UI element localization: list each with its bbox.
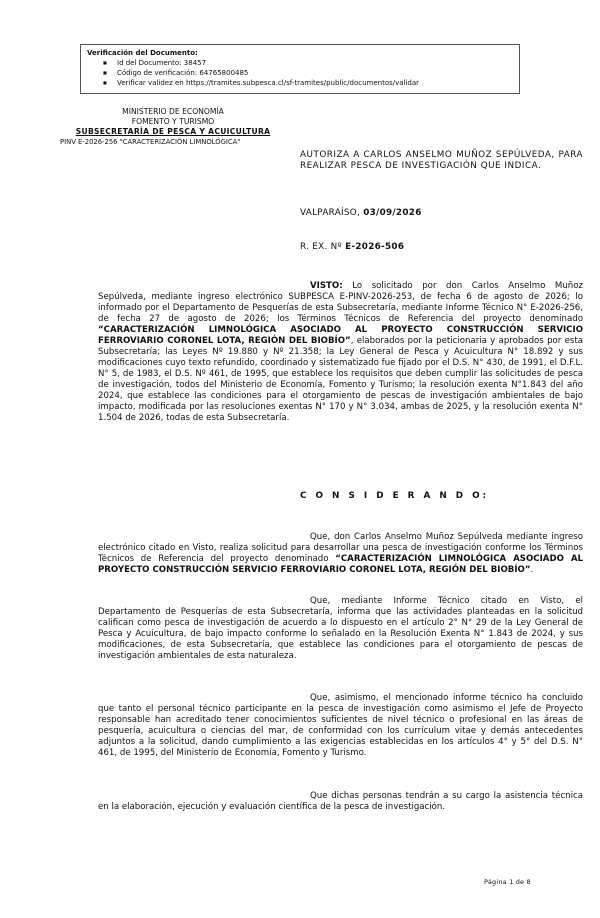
pinv-reference: PINV E-2026-256 "CARACTERIZACIÓN LIMNOLÓGICA" [60,138,241,146]
visto-text: Lo solicitado por don Carlos Anselmo Muñoz Sepúlveda, mediante ingreso electrónico SUBPESCA E-PINV-2026-253, de fecha 6 de agosto de 2026; lo informado por el Departamento de Pesquerías de esta Subsecretaría, mediante Informe Técnico N° E-2026-256, de fecha 27 de agosto de 2026; los Términos Técnicos de Referencia del proyecto denominado [98,281,583,324]
p4-text: Que dichas personas tendrán a su cargo la asistencia técnica en la elaboración, ejecución y evaluación científica de la pesca de investigación. [98,791,583,812]
p3-text: Que, asimismo, el mencionado informe técnico ha concluido que tanto el personal técnico participante en la pesca de investigación como asimismo el Jefe de Proyecto responsable han acreditado tener conocimientos suficientes de nivel técnico o profesional en las áreas de pesquería, acuicultura o ciencias del mar, de conformidad con los currículum vitae y demás antecedentes adjuntos a la solicitud, dando cumplimiento a las exigencias establecidas en los artículos 4° y 5° del D.S. N° 461, de 1995, del Ministerio de Economía, Fomento y Turismo. [98,693,583,758]
ministry-header [58,107,288,137]
considerando-heading: C O N S I D E R A N D O: [300,491,490,501]
p1-end: . [530,565,534,575]
p1-text: Que, don Carlos Anselmo Muñoz Sepúlveda mediante ingreso electrónico citado en Visto, realiza solicitud para desarrollar una pesca de investigación conforme los Términos Técnicos de Referencia del proyecto denominado [98,532,583,564]
considerando-paragraph-3 [98,693,583,759]
visto-project: “CARACTERIZACIÓN LIMNOLÓGICA ASOCIADO AL PROYECTO CONSTRUCCIÓN SERVICIO FERROVIARIO CORONEL LOTA, REGIÓN DEL BIOBÍO” [98,325,583,346]
visto-text-end: , elaborados por la peticionaria y aprobados por esta Subsecretaría; las Leyes Nº 19.880 y Nº 21.358; la Ley General de Pesca y Acuicultura N° 18.892 y sus modificaciones cuyo texto refundido, coordinado y sistematizado fue fijado por el D.S. N° 430, de 1991, el D.F.L. N° 5, de 1983, el D.S. Nº 461, de 1995, que establece los requisitos que deben cumplir las solicitudes de pesca de investigación, todos del Ministerio de Economía, Fomento y Turismo; la resolución exenta N°1.843 del año 2024, que establece las condiciones para el otorgamiento de pescas de investigación ambientales de bajo impacto, modificada por las resoluciones exentas N° 170 y N° 3.034, ambas de 2025, y la resolución exenta N° 1.504 de 2026, todas de esta Subsecretaría. [98,336,584,423]
place-date [300,208,422,218]
verification-title: Verificación del Documento: [87,49,198,57]
ministry-name-2: FOMENTO Y TURISMO [131,117,215,126]
verification-list [87,58,513,88]
city: VALPARAÍSO, [300,208,361,218]
subsecretaria-name: SUBSECRETARÍA DE PESCA Y ACUICULTURA [75,127,271,136]
considerando-paragraph-4 [98,791,583,813]
considerando-paragraph-1 [98,532,583,576]
verification-code: ■ Código de verificación: 64765800485 [107,68,513,78]
resolution-number [300,242,404,252]
resolution-prefix: R. EX. Nº [300,242,342,252]
visto-label: VISTO: [310,281,343,291]
considerando-paragraph-2 [98,596,583,662]
verification-box [80,44,520,94]
p2-text: Que, mediante Informe Técnico citado en Visto, el Departamento de Pesquerías de esta Subsecretaría, informa que las actividades planteadas en la solicitud califican como pesca de investigación de acuerdo a lo dispuesto en el artículo 2° N° 29 de la Ley General de Pesca y Acuicultura, de bajo impacto conforme lo señalado en la Resolución Exenta N° 1.843 de 2024, y sus modificaciones, de esta Subsecretaría, que establece las condiciones para el otorgamiento de pescas de investigación ambientales de esta naturaleza. [98,596,583,661]
p1-project: “CARACTERIZACIÓN LIMNOLÓGICA ASOCIADO AL PROYECTO CONSTRUCCIÓN SERVICIO FERROVIARIO CORONEL LOTA, REGIÓN DEL BIOBÍO” [98,554,583,575]
verification-url[interactable]: ■ Verificar validez en https://tramites.subpesca.cl/sf-tramites/public/documentos/validar [107,78,513,88]
visto-paragraph [98,281,583,424]
resolution-id: E-2026-506 [345,242,405,252]
ministry-name: MINISTERIO DE ECONOMÍA [122,107,224,116]
resolution-title: AUTORIZA A CARLOS ANSELMO MUÑOZ SEPÚLVEDA, PARA REALIZAR PESCA DE INVESTIGACIÓN QUE INDICA. [300,150,583,171]
document-id: ■ Id del Documento: 38457 [107,58,513,68]
page-number: Página 1 de 8 [484,878,531,886]
date: 03/09/2026 [363,208,422,218]
